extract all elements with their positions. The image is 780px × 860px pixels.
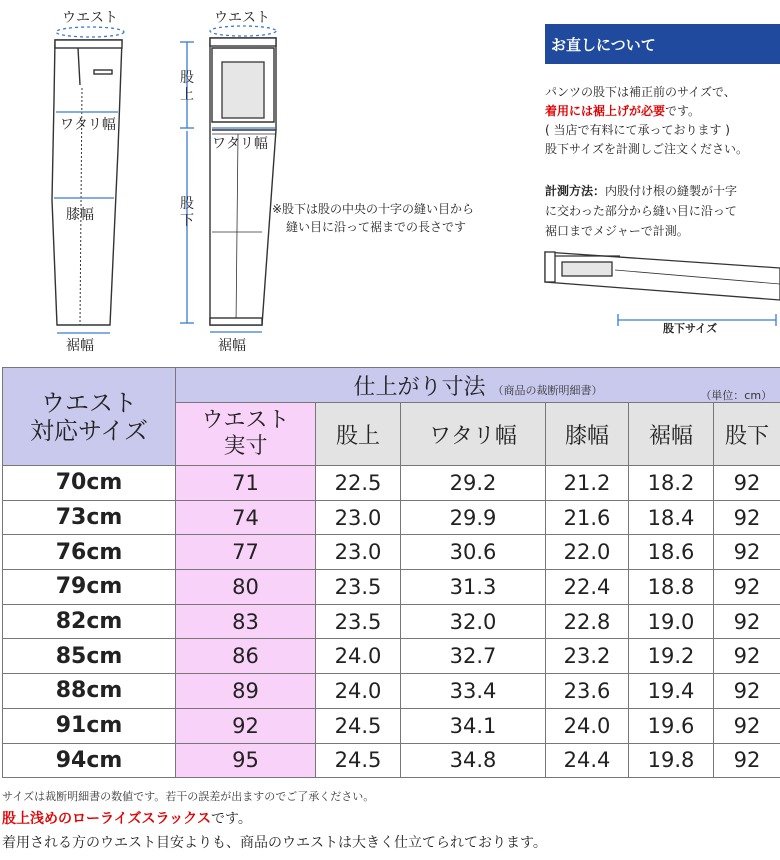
col-inseam: 股下 xyxy=(714,403,780,466)
right-thigh-label: ワタリ幅 xyxy=(212,136,268,152)
waist-size-header-line1: ウエスト xyxy=(41,388,137,417)
footer-line2 xyxy=(2,808,252,828)
left-thigh-label: ワタリ幅 xyxy=(60,117,116,133)
col-waist-real-line1: ウエスト xyxy=(201,408,290,433)
inseam-note-line2: 縫い目に沿って裾までの長さです xyxy=(286,220,467,234)
right-rise-label: 股上 xyxy=(180,70,194,103)
measure-line3: 裾口までメジャーで計測。 xyxy=(545,224,689,238)
table-cell: 92 xyxy=(714,466,780,501)
table-cell: 29.9 xyxy=(401,500,546,535)
table-cell: 34.8 xyxy=(401,743,546,778)
footer-line2-red: 股上浅めのローライズスラックス xyxy=(2,811,212,827)
note-line1: パンツの股下は補正前のサイズで、 xyxy=(545,85,736,99)
table-cell: 86 xyxy=(176,639,316,674)
footer-line1: サイズは裁断明細書の数値です。若干の誤差が出ますのでご了承ください。 xyxy=(2,790,375,803)
waist-size-header-line2: 対応サイズ xyxy=(29,416,149,445)
table-cell: 24.5 xyxy=(316,743,401,778)
table-cell: 23.0 xyxy=(316,535,401,570)
table-cell: 73cm xyxy=(3,500,176,535)
table-cell: 85cm xyxy=(3,639,176,674)
table-cell: 34.1 xyxy=(401,708,546,743)
group-header-title: 仕上がり寸法 xyxy=(353,374,486,400)
table-cell: 77 xyxy=(176,535,316,570)
table-cell: 94cm xyxy=(3,743,176,778)
table-cell: 24.4 xyxy=(546,743,629,778)
col-waist-real-line2: 実寸 xyxy=(223,434,268,459)
table-row xyxy=(3,708,780,743)
right-pants-outline xyxy=(210,38,276,325)
table-row xyxy=(3,500,780,535)
inseam-figure xyxy=(545,252,780,300)
table-cell: 19.2 xyxy=(629,639,714,674)
waist-size-header xyxy=(3,368,176,466)
note-line4: 股下サイズを計測しご注文ください。 xyxy=(545,142,749,156)
table-cell: 92 xyxy=(176,708,316,743)
measure-text1: 内股付け根の縫製が十字 xyxy=(605,184,738,198)
measure-line2: に交わった部分から縫い目に沿って xyxy=(545,204,737,218)
left-knee-label: 膝幅 xyxy=(66,207,94,223)
table-row xyxy=(3,604,780,639)
table-cell: 79cm xyxy=(3,570,176,605)
col-knee: 膝幅 xyxy=(546,403,629,466)
table-cell: 24.0 xyxy=(546,708,629,743)
table-cell: 18.6 xyxy=(629,535,714,570)
table-cell: 88cm xyxy=(3,674,176,709)
table-cell: 80 xyxy=(176,570,316,605)
table-cell: 92 xyxy=(714,500,780,535)
table-cell: 70cm xyxy=(3,466,176,501)
note-line2 xyxy=(545,103,700,120)
table-cell: 91cm xyxy=(3,708,176,743)
table-cell: 19.4 xyxy=(629,674,714,709)
table-cell: 19.0 xyxy=(629,604,714,639)
table-cell: 22.8 xyxy=(546,604,629,639)
col-rise: 股上 xyxy=(316,403,401,466)
table-row xyxy=(3,639,780,674)
table-cell: 33.4 xyxy=(401,674,546,709)
table-cell: 24.0 xyxy=(316,674,401,709)
table-cell: 89 xyxy=(176,674,316,709)
size-rows xyxy=(3,466,780,778)
table-cell: 76cm xyxy=(3,535,176,570)
table-cell: 31.3 xyxy=(401,570,546,605)
table-cell: 23.2 xyxy=(546,639,629,674)
table-cell: 29.2 xyxy=(401,466,546,501)
left-hem-label: 裾幅 xyxy=(66,338,94,354)
table-cell: 18.2 xyxy=(629,466,714,501)
right-hem-label: 裾幅 xyxy=(218,338,246,354)
table-cell: 21.6 xyxy=(546,500,629,535)
table-cell: 83 xyxy=(176,604,316,639)
col-waist-real xyxy=(176,403,316,466)
note-line2-tail: です。 xyxy=(665,104,701,118)
measure-label: 計測方法： xyxy=(545,184,606,198)
table-cell: 92 xyxy=(714,743,780,778)
alteration-title: お直しについて xyxy=(545,24,780,64)
finished-dimensions-header xyxy=(176,368,780,403)
table-cell: 92 xyxy=(714,535,780,570)
footer-line2-tail: です。 xyxy=(211,811,252,827)
table-cell: 92 xyxy=(714,708,780,743)
table-cell: 95 xyxy=(176,743,316,778)
table-cell: 23.0 xyxy=(316,500,401,535)
table-cell: 71 xyxy=(176,466,316,501)
inseam-note-line1: ※股下は股の中央の十字の縫い目から xyxy=(272,202,475,216)
table-row xyxy=(3,674,780,709)
left-pants-outline xyxy=(52,40,122,325)
table-cell: 32.0 xyxy=(401,604,546,639)
table-row xyxy=(3,570,780,605)
unit-label: （単位：cm） xyxy=(700,389,773,402)
inseam-figure-label: 股下サイズ xyxy=(663,322,718,335)
col-hem: 裾幅 xyxy=(629,403,714,466)
right-waist-label: ウエスト xyxy=(214,10,270,26)
table-cell: 24.0 xyxy=(316,639,401,674)
table-cell: 23.5 xyxy=(316,570,401,605)
footer-line3: 着用される方のウエスト目安よりも、商品のウエストは大きく仕立てられております。 xyxy=(2,835,547,851)
table-cell: 32.7 xyxy=(401,639,546,674)
right-inseam-label: 股下 xyxy=(180,196,194,229)
table-cell: 21.2 xyxy=(546,466,629,501)
table-cell: 92 xyxy=(714,570,780,605)
table-cell: 18.8 xyxy=(629,570,714,605)
table-cell: 23.6 xyxy=(546,674,629,709)
table-cell: 92 xyxy=(714,639,780,674)
col-thigh: ワタリ幅 xyxy=(401,403,546,466)
table-row xyxy=(3,535,780,570)
table-row xyxy=(3,466,780,501)
size-table xyxy=(2,367,780,778)
note-line3: ( 当店で有料にて承っております ) xyxy=(545,123,730,137)
measure-line1 xyxy=(545,183,737,200)
table-cell: 19.6 xyxy=(629,708,714,743)
table-cell: 19.8 xyxy=(629,743,714,778)
table-cell: 30.6 xyxy=(401,535,546,570)
table-cell: 22.5 xyxy=(316,466,401,501)
left-waist-label: ウエスト xyxy=(62,10,118,26)
table-cell: 74 xyxy=(176,500,316,535)
note-line2-red: 着用には裾上げが必要 xyxy=(545,104,666,118)
table-cell: 23.5 xyxy=(316,604,401,639)
table-cell: 92 xyxy=(714,604,780,639)
table-cell: 24.5 xyxy=(316,708,401,743)
table-row xyxy=(3,743,780,778)
table-cell: 18.4 xyxy=(629,500,714,535)
table-cell: 82cm xyxy=(3,604,176,639)
table-cell: 92 xyxy=(714,674,780,709)
group-header-note: （商品の裁断明細書） xyxy=(492,383,603,397)
table-cell: 22.0 xyxy=(546,535,629,570)
table-cell: 22.4 xyxy=(546,570,629,605)
